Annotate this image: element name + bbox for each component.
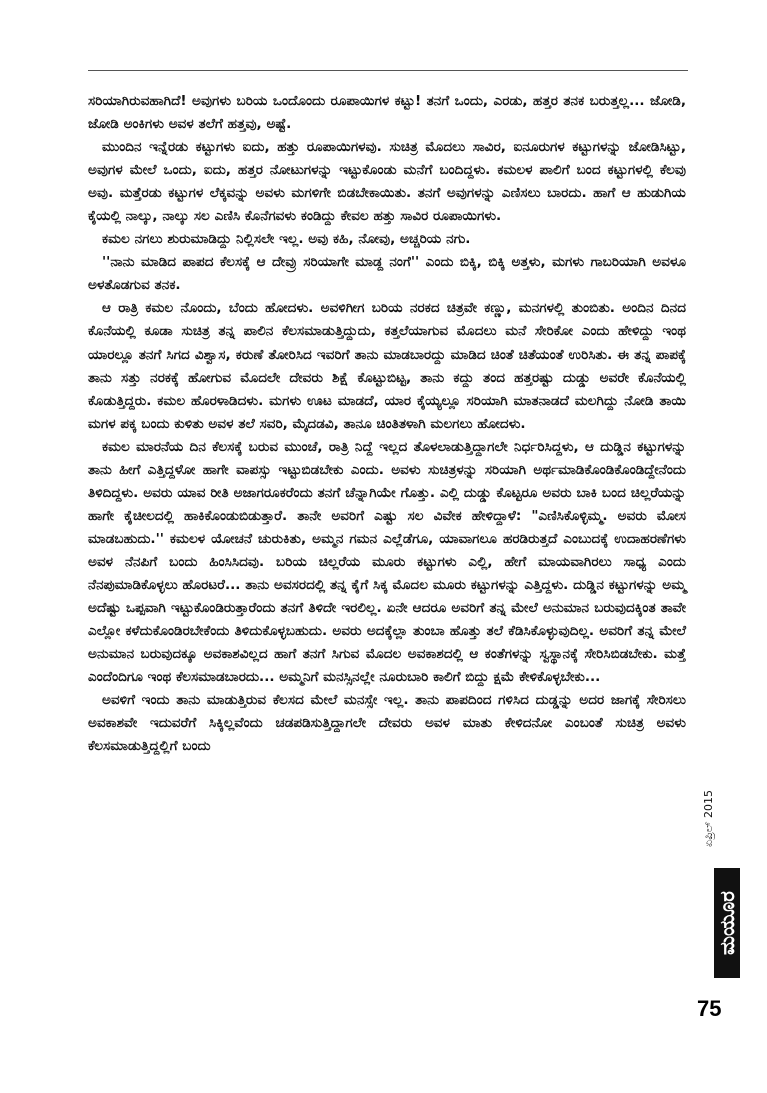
paragraph-6: ಕಮಲ ಮಾರನೆಯ ದಿನ ಕೆಲಸಕ್ಕೆ ಬರುವ ಮುಂಚೆ, ರಾತ್ರಿ ನಿದ್ದೆ ಇಲ್ಲದ ತೊಳಲಾಡುತ್ತಿದ್ದಾಗಲೇ ನಿರ್ಧರಿಸಿದ್ದಳು, ಆ ದುಡ್ಡಿನ ಕಟ್ಟುಗಳನ್ನು ತಾನು ಹೀಗೆ ಎತ್ತಿದ್ದಳೋ ಹಾಗೇ ವಾಪಸ್ಸು ಇಟ್ಟುಬಿಡಬೇಕು ಎಂದು. ಅವಳು ಸುಚಿತ್ರಳನ್ನು ಸರಿಯಾಗಿ ಅರ್ಥಮಾಡಿಕೊಂಡಿಕೊಂಡಿದ್ದೇನೆಂದು ತಿಳಿದಿದ್ದಳು. ಅವರು ಯಾವ ರೀತಿ ಅಜಾಗರೂಕರೆಂದು ತನಗೆ ಚೆನ್ನಾಗಿಯೇ ಗೊತ್ತು. ಎಲ್ಲಿ ದುಡ್ಡು ಕೊಟ್ಟರೂ ಅವರು ಬಾಕಿ ಬಂದ ಚಿಲ್ಲರೆಯನ್ನು ಹಾಗೇ ಕೈಚೀಲದಲ್ಲಿ ಹಾಕಿಕೊಂಡುಬಿಡುತ್ತಾರೆ. ತಾನೇ ಅವರಿಗೆ ಎಷ್ಟು ಸಲ ವಿವೇಕ ಹೇಳಿದ್ದಾಳೆ: "ಎಣಿಸಿಕೊಳ್ಳಿಮ್ಮ. ಅವರು ಮೋಸ ಮಾಡಬಹುದು.'' ಕಮಲಳ ಯೋಚನೆ ಚುರುಕಿತು, ಅಮ್ಮನ ಗಮನ ಎಲ್ಲೆಡೆಗೂ, ಯಾವಾಗಲೂ ಹರಡಿರುತ್ತದೆ ಎಂಬುದಕ್ಕೆ ಉದಾಹರಣೆಗಳು ಅವಳ ನೆನಪಿಗೆ ಬಂದು ಹಿಂಸಿಸಿದವು. ಬರಿಯ ಚಿಲ್ಲರೆಯ ಮೂರು ಕಟ್ಟುಗಳು ಎಲ್ಲಿ, ಹೇಗೆ ಮಾಯವಾಗಿರಲು ಸಾಧ್ಯ ಎಂದು ನೆನಪುಮಾಡಿಕೊಳ್ಳಲು ಹೊರಟರೆ... ತಾನು ಅವಸರದಲ್ಲಿ ತನ್ನ ಕೈಗೆ ಸಿಕ್ಕ ಮೊದಲ ಮೂರು ಕಟ್ಟುಗಳನ್ನು ಎತ್ತಿದ್ದಳು. ದುಡ್ಡಿನ ಕಟ್ಟುಗಳನ್ನು ಅಮ್ಮ ಅದೆಷ್ಟು ಒಪ್ಪವಾಗಿ ಇಟ್ಟುಕೊಂಡಿರುತ್ತಾರೆಂದು ತನಗೆ ತಿಳಿದೇ ಇರಲಿಲ್ಲ. ಏನೇ ಆದರೂ ಅವರಿಗೆ ತನ್ನ ಮೇಲೆ ಅನುಮಾನ ಬರುವುದಕ್ಕಿಂತ ತಾವೇ ಎಲ್ಲೋ ಕಳೆದುಕೊಂಡಿರಬೇಕೆಂದು ತಿಳಿದುಕೊಳ್ಳಬಹುದು. ಅವರು ಅದಕ್ಕೆಲ್ಲಾ ತುಂಬಾ ಹೊತ್ತು ತಲೆ ಕೆಡಿಸಿಕೊಳ್ಳುವುದಿಲ್ಲ. ಅವರಿಗೆ ತನ್ನ ಮೇಲೆ ಅನುಮಾನ ಬರುವುದಕ್ಕೂ ಅವಕಾಶವಿಲ್ಲದ ಹಾಗೆ ತನಗೆ ಸಿಗುವ ಮೊದಲ ಅವಕಾಶದಲ್ಲಿ ಆ ಕಂತೆಗಳನ್ನು ಸ್ವಸ್ಥಾನಕ್ಕೆ ಸೇರಿಸಿಬಿಡಬೇಕು. ಮತ್ತೆ ಎಂದೆಂದಿಗೂ ಇಂಥ ಕೆಲಸಮಾಡಬಾರದು... ಅಮ್ಮನಿಗೆ ಮನಸ್ಸಿನಲ್ಲೇ ನೂರುಬಾರಿ ಕಾಲಿಗೆ ಬಿದ್ದು ಕ್ಷಮೆ ಕೇಳಿಕೊಳ್ಳಬೇಕು... (88, 438, 686, 686)
paragraph-4: ''ನಾನು ಮಾಡಿದ ಪಾಪದ ಕೆಲಸಕ್ಕೆ ಆ ದೇವ್ರು ಸರಿಯಾಗೇ ಮಾಡ್ದ ನಂಗೆ'' ಎಂದು ಬಿಕ್ಕಿ, ಬಿಕ್ಕಿ ಅತ್ತಳು, ಮಗಳು ಗಾಬರಿಯಾಗಿ ಅವಳೂ ಅಳತೊಡಗುವ ತನಕ. (88, 254, 686, 294)
issue-date: ಏಪ್ರಿಲ್ 2015 (702, 790, 715, 847)
page-number: 75 (697, 996, 722, 1021)
paragraph-7: ಅವಳಿಗೆ ಇಂದು ತಾನು ಮಾಡುತ್ತಿರುವ ಕೆಲಸದ ಮೇಲೆ ಮನಸ್ಸೇ ಇಲ್ಲ. ತಾನು ಪಾಪದಿಂದ ಗಳಿಸಿದ ದುಡ್ಡನ್ನು ಅದರ ಜಾಗಕ್ಕೆ ಸೇರಿಸಲು ಅವಕಾಶವೇ ಇದುವರೆಗೆ ಸಿಕ್ಕಿಲ್ಲವೆಂದು ಚಡಪಡಿಸುತ್ತಿದ್ದಾಗಲೇ ದೇವರು ಅವಳ ಮಾತು ಕೇಳಿದನೋ ಎಂಬಂತೆ ಸುಚಿತ್ರ ಅವಳು ಕೆಲಸಮಾಡುತ್ತಿದ್ದಲ್ಲಿಗೆ ಬಂದು (88, 692, 686, 755)
paragraph-2: ಮುಂದಿನ ಇನ್ನೆರಡು ಕಟ್ಟುಗಳು ಐದು, ಹತ್ತು ರೂಪಾಯಿಗಳವು. ಸುಚಿತ್ರ ಮೊದಲು ಸಾವಿರ, ಐನೂರುಗಳ ಕಟ್ಟುಗಳನ್ನು ಜೋಡಿಸಿಟ್ಟು, ಅವುಗಳ ಮೇಲೆ ಒಂದು, ಐದು, ಹತ್ತರ ನೋಟುಗಳನ್ನು ಇಟ್ಟುಕೊಂಡು ಮನೆಗೆ ಬಂದಿದ್ದಳು. ಕಮಲಳ ಪಾಲಿಗೆ ಬಂದ ಕಟ್ಟುಗಳಲ್ಲಿ ಕೆಲವು ಅವು. ಮತ್ತೆರಡು ಕಟ್ಟುಗಳ ಲೆಕ್ಕವನ್ನು ಅವಳು ಮಗಳಿಗೇ ಬಿಡಬೇಕಾಯಿತು. ತನಗೆ ಅವುಗಳನ್ನು ಎಣಿಸಲು ಬಾರದು. ಹಾಗೆ ಆ ಹುಡುಗಿಯ ಕೈಯಲ್ಲಿ ನಾಲ್ಕು, ನಾಲ್ಕು ಸಲ ಎಣಿಸಿ ಕೊನೆಗವಳು ಕಂಡಿದ್ದು ಕೇವಲ ಹತ್ತು ಸಾವಿರ ರೂಪಾಯಿಗಳು. (88, 139, 686, 225)
magazine-logo-text: ಮಯೂರ (715, 891, 739, 955)
magazine-sidebar (692, 780, 744, 980)
article-body (88, 90, 686, 758)
paragraph-5: ಆ ರಾತ್ರಿ ಕಮಲ ನೊಂದು, ಬೆಂದು ಹೋದಳು. ಅವಳಿಗೀಗ ಬರಿಯ ನರಕದ ಚಿತ್ರವೇ ಕಣ್ಣು, ಮನಗಳಲ್ಲಿ ತುಂಬಿತು. ಅಂದಿನ ದಿನದ ಕೊನೆಯಲ್ಲಿ ಕೂಡಾ ಸುಚಿತ್ರ ತನ್ನ ಪಾಲಿನ ಕೆಲಸಮಾಡುತ್ತಿದ್ದುದು, ಕತ್ತಲೆಯಾಗುವ ಮೊದಲು ಮನೆ ಸೇರಿಕೋ ಎಂದು ಹೇಳಿದ್ದು ಇಂಥ ಯಾರಲ್ಲೂ ತನಗೆ ಸಿಗದ ವಿಶ್ವಾಸ, ಕರುಣೆ ತೋರಿಸಿದ ಇವರಿಗೆ ತಾನು ಮಾಡಬಾರದ್ದು ಮಾಡಿದ ಚಿಂತೆ ಚಿತೆಯಂತೆ ಉರಿಸಿತು. ಈ ತನ್ನ ಪಾಪಕ್ಕೆ ತಾನು ಸತ್ತು ನರಕಕ್ಕೆ ಹೋಗುವ ಮೊದಲೇ ದೇವರು ಶಿಕ್ಷೆ ಕೊಟ್ಟುಬಿಟ್ಟ, ತಾನು ಕದ್ದು ತಂದ ಹತ್ತರಷ್ಟು ದುಡ್ಡು ಅವರೇ ಕೊನೆಯಲ್ಲಿ ಕೊಡುತ್ತಿದ್ದರು. ಕಮಲ ಹೊರಳಾಡಿದಳು. ಮಗಳು ಊಟ ಮಾಡದೆ, ಯಾರ ಕೈಯ್ಯಲ್ಲೂ ಸರಿಯಾಗಿ ಮಾತನಾಡದೆ ಮಲಗಿದ್ದು ನೋಡಿ ತಾಯಿ ಮಗಳ ಪಕ್ಕ ಬಂದು ಕುಳಿತು ಅವಳ ತಲೆ ಸವರಿ, ಮೈದಡವಿ, ತಾನೂ ಚಿಂತಿತಳಾಗಿ ಮಲಗಲು ಹೋದಳು. (88, 300, 686, 432)
magazine-logo (714, 868, 740, 978)
paragraph-3: ಕಮಲ ನಗಲು ಶುರುಮಾಡಿದ್ದು ನಿಲ್ಲಿಸಲೇ ಇಲ್ಲ. ಅವು ಕಹಿ, ನೋವು, ಅಚ್ಚರಿಯ ನಗು. (102, 231, 471, 248)
paragraph-1: ಸರಿಯಾಗಿರುವಹಾಗಿದೆ! ಅವುಗಳು ಬರಿಯ ಒಂದೊಂದು ರೂಪಾಯಿಗಳ ಕಟ್ಟು! ತನಗೆ ಒಂದು, ಎರಡು, ಹತ್ತರ ತನಕ ಬರುತ್ತಲ್ಲ... ಜೋಡಿ, ಜೋಡಿ ಅಂಕಿಗಳು ಅವಳ ತಲೆಗೆ ಹತ್ತವು, ಅಷ್ಟೆ. (88, 93, 686, 133)
top-rule (88, 70, 688, 71)
